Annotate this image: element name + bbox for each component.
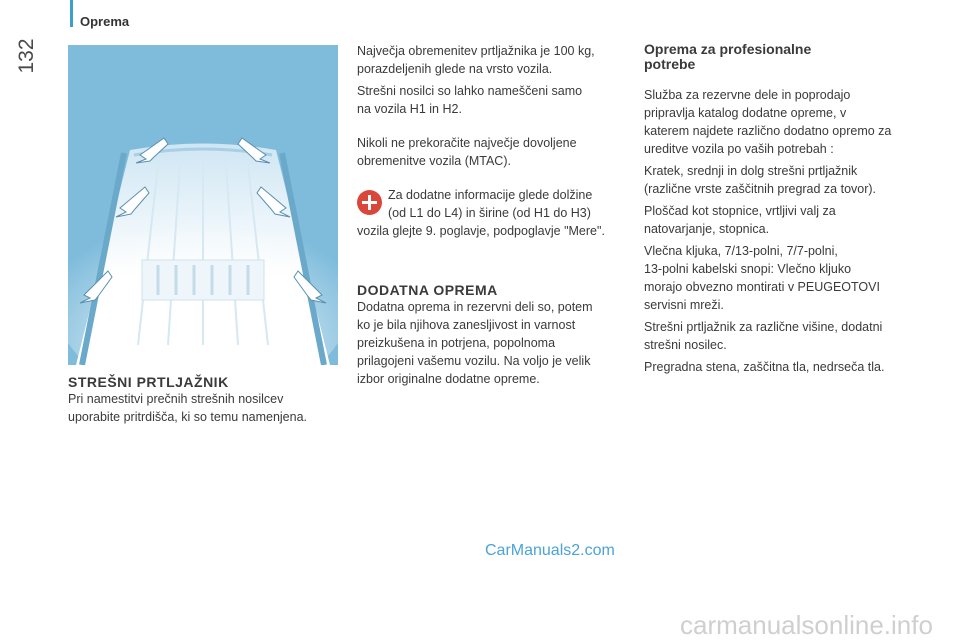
professional-heading: Oprema za profesionalne potrebe bbox=[644, 41, 812, 72]
accessories-section bbox=[357, 282, 632, 388]
accessories-text: Dodatna oprema in rezervni deli so, potem ko je bila njihova zanesljivost in varnost preizkušena in potrjena, popolnoma prilagojeni vašemu vozilu. Na voljo je velik izbor originalne dodatne opreme. bbox=[357, 300, 593, 386]
page-number: 132 bbox=[15, 38, 38, 74]
max-load-paragraph: Največja obremenitev prtljažnika je 100 kg, porazdeljenih glede na vrsto vozila. bbox=[357, 44, 595, 76]
van-roof-drawing bbox=[68, 45, 338, 365]
accessories-heading: DODATNA OPREMA bbox=[357, 282, 498, 298]
roof-rack-section bbox=[68, 374, 348, 426]
section-title: Oprema bbox=[80, 14, 130, 29]
watermark-carmanuals2: CarManuals2.com bbox=[485, 542, 615, 559]
roof-vent bbox=[142, 260, 264, 300]
watermark-carmanualsonline: carmanualsonline.info bbox=[680, 610, 933, 640]
catalog-paragraph: Služba za rezervne dele in poprodajo pripravlja katalog dodatne opreme, v katerem najdete različno dodatno opremo za ureditve vozila po vaših potrebah : bbox=[644, 88, 892, 156]
partition-floor-paragraph: Pregradna stena, zaščitna tla, nedrseča tla. bbox=[644, 360, 885, 374]
roof-rack-heading: STREŠNI PRTLJAŽNIK bbox=[68, 374, 229, 390]
roof-rack-lengths-paragraph: Kratek, srednji in dolg strešni prtljažnik (različne vrste zaščitnih pregrad za tovor). bbox=[644, 164, 877, 196]
load-limits-section bbox=[357, 42, 632, 122]
mtac-warning: Nikoli ne prekoračite največje dovoljene obremenitve vozila (MTAC). bbox=[357, 136, 577, 168]
height-roof-rack-paragraph: Strešni prtljažnik za različne višine, dodatni strešni nosilec. bbox=[644, 320, 883, 352]
roof-rack-illustration bbox=[68, 45, 338, 365]
roof-rack-text: Pri namestitvi prečnih strešnih nosilcev uporabite pritrdišča, ki so temu namenjena. bbox=[68, 392, 308, 424]
vehicle-fitment-paragraph: Strešni nosilci so lahko nameščeni samo na vozila H1 in H2. bbox=[357, 84, 583, 116]
header-accent-bar bbox=[70, 0, 73, 27]
professional-needs-section bbox=[644, 42, 934, 380]
plus-info-icon bbox=[357, 190, 382, 215]
towbar-paragraph: Vlečna kljuka, 7/13-polni, 7/7-polni, 13-polni kabelski snopi: Vlečno kljuko morajo obvezno montirati v PEUGEOTOVI servisni mreži. bbox=[644, 244, 880, 312]
step-platform-paragraph: Ploščad kot stopnice, vrtljivi valj za natovarjanje, stopnica. bbox=[644, 204, 836, 236]
